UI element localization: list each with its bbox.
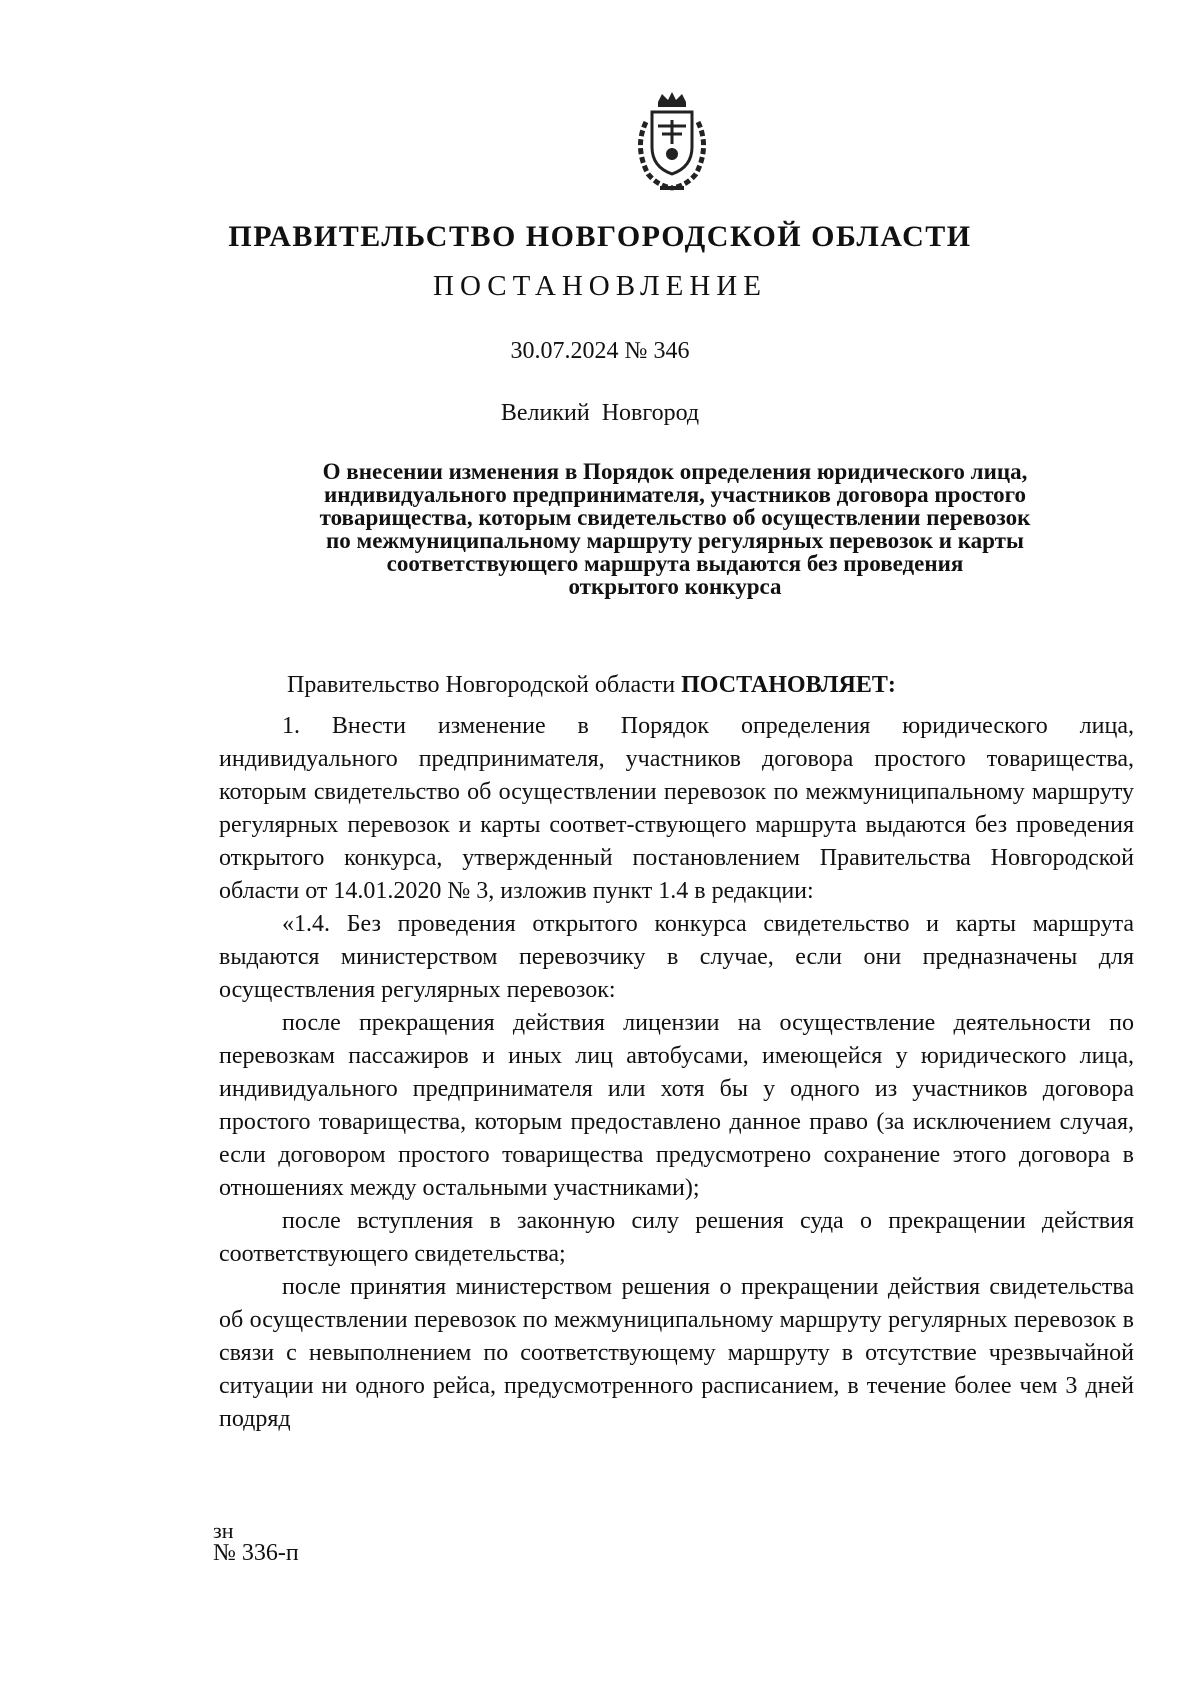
document-body	[219, 710, 1134, 1436]
organization-name: ПРАВИТЕЛЬСТВО НОВГОРОДСКОЙ ОБЛАСТИ	[228, 220, 972, 253]
footer-initials: зн	[213, 1518, 234, 1543]
title-line: индивидуального предпринимателя, участников договора простого	[323, 482, 1027, 507]
title-line: товарищества, которым свидетельство об осуществлении перевозок	[319, 505, 1031, 530]
title-line: открытого конкурса	[568, 574, 782, 599]
body-paragraph: после прекращения действия лицензии на осуществление деятельности по перевозкам пассажиров и иных лиц автобусами, имеющейся у юридического лица, индивидуального предпринимателя или хотя бы у одного из участников договора простого товарищества, которым предоставлено данное право (за исключением случая, если договором простого товарищества предусмотрено сохранение этого договора в отношениях между остальными участниками);	[219, 1010, 1134, 1201]
document-footer	[213, 1520, 299, 1564]
document-date-number: 30.07.2024 № 346	[510, 338, 690, 364]
footer-number: № 336-п	[213, 1540, 299, 1566]
decree-lead: Правительство Новгородской области	[287, 672, 682, 698]
document-title	[240, 460, 1110, 598]
title-line: О внесении изменения в Порядок определения юридического лица,	[322, 459, 1028, 484]
decree-verb: ПОСТАНОВЛЯЕТ:	[681, 672, 896, 698]
body-paragraph: после принятия министерством решения о прекращении действия свидетельства об осуществлении перевозок по межмуниципальному маршруту регулярных перевозок в связи с невыполнением по соответствующему маршруту в отсутствие чрезвычайной ситуации ни одного рейса, предусмотренного расписанием, в течение более чем 3 дней подряд	[219, 1274, 1134, 1432]
title-line: по межмуниципальному маршруту регулярных перевозок и карты	[326, 528, 1024, 553]
body-paragraph: 1. Внести изменение в Порядок определения юридического лица, индивидуального предпринимателя, участников договора простого товарищества, которым свидетельство об осуществлении перевозок по межмуниципальному маршруту регулярных перевозок и карты соответ-ствующего маршрута выдаются без проведения открытого конкурса, утвержденный постановлением Правительства Новгородской области от 14.01.2020 № 3, изложив пункт 1.4 в редакции:	[219, 713, 1134, 904]
body-paragraph: после вступления в законную силу решения суда о прекращении действия соответствующего свидетельства;	[219, 1208, 1134, 1267]
decree-statement	[287, 672, 896, 699]
document-city: Великий Новгород	[500, 400, 700, 426]
coat-of-arms-icon	[628, 92, 716, 192]
title-line: соответствующего маршрута выдаются без проведения	[386, 551, 964, 576]
document-type: ПОСТАНОВЛЕНИЕ	[433, 270, 767, 302]
body-paragraph: «1.4. Без проведения открытого конкурса свидетельство и карты маршрута выдаются министерством перевозчику в случае, если они предназначены для осуществления регулярных перевозок:	[219, 911, 1134, 1003]
